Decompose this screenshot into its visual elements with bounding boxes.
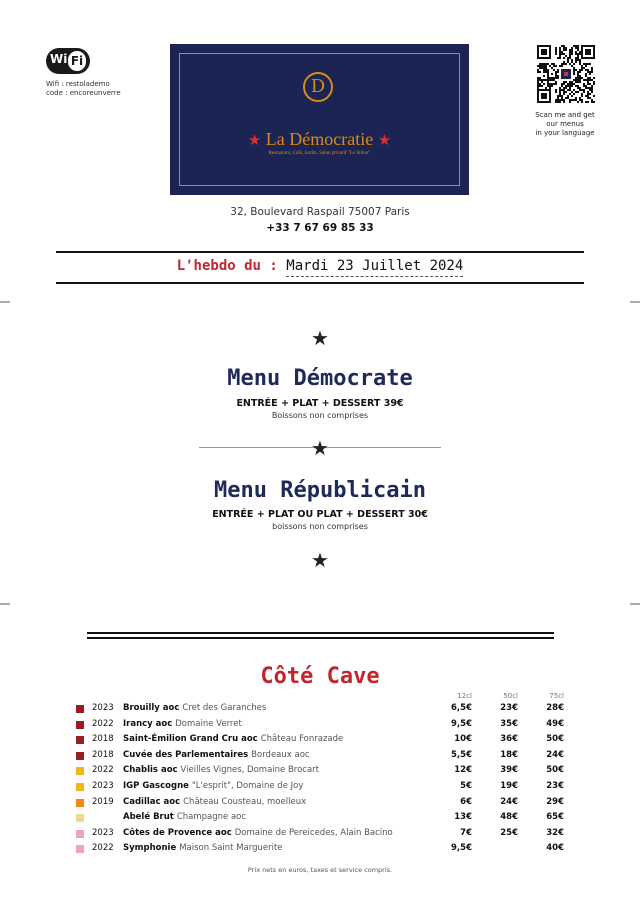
wine-color-swatch bbox=[76, 845, 84, 853]
margin-tick bbox=[0, 603, 10, 605]
wine-color-swatch bbox=[76, 705, 84, 713]
wine-description: Château Cousteau, moelleux bbox=[183, 796, 307, 807]
price-12cl: 6,5€ bbox=[451, 703, 472, 713]
price-75cl: 49€ bbox=[546, 718, 564, 729]
wine-vintage: 2018 bbox=[92, 749, 114, 760]
wifi-logo bbox=[46, 48, 92, 74]
wine-color-swatch bbox=[76, 799, 84, 807]
price-50cl: 19€ bbox=[500, 781, 518, 791]
qr-caption-line: Scan me and get bbox=[535, 111, 595, 119]
wine-name-text: Brouilly aoc bbox=[123, 703, 180, 713]
price-50cl: 39€ bbox=[500, 765, 518, 776]
divider bbox=[56, 282, 584, 284]
price-12cl: 5€ bbox=[460, 781, 472, 791]
restaurant-name bbox=[170, 129, 469, 150]
column-header: 12cl bbox=[457, 692, 472, 700]
weekly-label: L'hebdo du : bbox=[176, 258, 278, 274]
wine-description: Champagne aoc bbox=[176, 812, 247, 823]
restaurant-tagline: Restaurant, Café, Jardin, Salon privatif "Le Sillon" bbox=[268, 151, 371, 156]
qr-caption-line: our menus bbox=[546, 120, 584, 128]
price-75cl: 65€ bbox=[546, 812, 564, 823]
price-50cl: 23€ bbox=[500, 703, 518, 713]
wifi-logo-fi: Fi bbox=[68, 51, 86, 71]
price-12cl: 12€ bbox=[454, 765, 472, 776]
wine-description: Maison Saint Marguerite bbox=[179, 843, 283, 854]
wine-vintage: 2019 bbox=[92, 796, 114, 807]
wine-name-text: Cuvée des Parlementaires bbox=[123, 749, 249, 760]
price-50cl: 36€ bbox=[500, 734, 518, 745]
column-header: 50cl bbox=[503, 692, 518, 700]
wine-row bbox=[0, 842, 640, 857]
wine-color-swatch bbox=[76, 752, 84, 760]
logo-medallion: D bbox=[303, 72, 333, 102]
price-12cl: 9,5€ bbox=[451, 843, 472, 854]
wine-name-text: Chablis aoc bbox=[123, 765, 178, 776]
wine-vintage: 2022 bbox=[92, 843, 114, 854]
margin-tick bbox=[630, 301, 640, 303]
price-12cl: 9,5€ bbox=[451, 718, 472, 729]
price-75cl: 24€ bbox=[546, 749, 564, 760]
price-50cl: 24€ bbox=[500, 796, 518, 807]
wine-vintage: 2023 bbox=[92, 703, 114, 713]
wine-name bbox=[123, 843, 283, 853]
star-icon: ★ bbox=[311, 548, 329, 572]
wine-row bbox=[0, 733, 640, 748]
wine-row bbox=[0, 702, 640, 717]
restaurant-name-text: La Démocratie bbox=[265, 129, 374, 149]
qr-caption bbox=[520, 111, 610, 138]
wine-name-text: Symphonie bbox=[123, 843, 177, 854]
wine-name bbox=[123, 781, 303, 791]
price-12cl: 13€ bbox=[454, 812, 472, 823]
price-75cl: 23€ bbox=[546, 781, 564, 791]
menu-title: Menu Républicain bbox=[214, 478, 426, 503]
price-12cl: 6€ bbox=[460, 796, 472, 807]
wine-name bbox=[123, 703, 266, 713]
price-12cl: 5,5€ bbox=[451, 749, 472, 760]
wifi-network: Wifi : restolademo bbox=[46, 80, 110, 88]
restaurant-logo bbox=[170, 44, 469, 195]
wine-color-swatch bbox=[76, 767, 84, 775]
wine-row bbox=[0, 764, 640, 779]
wine-color-swatch bbox=[76, 736, 84, 744]
price-75cl: 28€ bbox=[546, 703, 564, 713]
price-12cl: 10€ bbox=[454, 734, 472, 745]
qr-caption-line: in your language bbox=[535, 129, 595, 137]
wine-list-title: Côté Cave bbox=[260, 664, 380, 689]
phone-number[interactable]: +33 7 67 69 85 33 bbox=[266, 222, 374, 234]
wine-name-text: Irancy aoc bbox=[123, 718, 173, 729]
price-75cl: 40€ bbox=[546, 843, 564, 854]
menu-note: Boissons non comprises bbox=[271, 411, 369, 420]
star-icon: ★ bbox=[377, 133, 392, 149]
weekly-date: Mardi 23 Juillet 2024 bbox=[286, 258, 463, 277]
wine-row bbox=[0, 718, 640, 733]
wifi-logo-wi: Wi bbox=[50, 52, 68, 66]
star-icon: ★ bbox=[311, 326, 329, 350]
wine-description: Cret des Garanches bbox=[182, 703, 267, 713]
price-50cl: 18€ bbox=[500, 749, 518, 760]
wine-row bbox=[0, 796, 640, 811]
star-icon: ★ bbox=[247, 133, 262, 149]
wine-name-text: Saint-Émilion Grand Cru aoc bbox=[123, 734, 258, 745]
weekly-date-line bbox=[0, 258, 640, 274]
divider bbox=[87, 637, 554, 639]
address: 32, Boulevard Raspail 75007 Paris bbox=[230, 206, 410, 218]
wine-description: Domaine Verret bbox=[175, 718, 242, 729]
wine-color-swatch bbox=[76, 721, 84, 729]
menu-note: boissons non comprises bbox=[272, 522, 368, 531]
wifi-info bbox=[46, 80, 121, 98]
qr-code-icon bbox=[537, 45, 595, 103]
price-75cl: 32€ bbox=[546, 827, 564, 838]
margin-tick bbox=[630, 603, 640, 605]
menu-formula: ENTRÉE + PLAT + DESSERT 39€ bbox=[236, 398, 404, 409]
menu-title: Menu Démocrate bbox=[227, 366, 413, 391]
qr-code[interactable] bbox=[537, 45, 595, 103]
wine-vintage: 2022 bbox=[92, 765, 114, 776]
wine-row bbox=[0, 749, 640, 764]
wine-vintage: 2023 bbox=[92, 781, 114, 791]
wine-description: Vieilles Vignes, Domaine Brocart bbox=[180, 765, 320, 776]
wine-vintage: 2023 bbox=[92, 827, 114, 838]
wine-row bbox=[0, 827, 640, 842]
price-75cl: 29€ bbox=[546, 796, 564, 807]
divider bbox=[87, 632, 554, 634]
wine-vintage: 2018 bbox=[92, 734, 114, 745]
star-icon: ★ bbox=[311, 436, 329, 460]
wine-description: "L'esprit", Domaine de Joy bbox=[191, 781, 304, 791]
wine-name-text: Cadillac aoc bbox=[123, 796, 181, 807]
wine-description: Château Fonrazade bbox=[260, 734, 344, 745]
wine-description: Bordeaux aoc bbox=[251, 749, 310, 760]
price-75cl: 50€ bbox=[546, 765, 564, 776]
price-75cl: 50€ bbox=[546, 734, 564, 745]
price-50cl: 48€ bbox=[500, 812, 518, 823]
wine-name-text: Abelé Brut bbox=[123, 812, 174, 823]
menu-formula: ENTRÉE + PLAT OU PLAT + DESSERT 30€ bbox=[212, 509, 428, 520]
wine-name bbox=[123, 828, 393, 838]
wine-color-swatch bbox=[76, 783, 84, 791]
wine-name-text: Côtes de Provence aoc bbox=[123, 827, 232, 838]
wine-vintage: 2022 bbox=[92, 718, 114, 729]
wine-name-text: IGP Gascogne bbox=[123, 781, 189, 791]
price-50cl: 35€ bbox=[500, 718, 518, 729]
wine-description: Domaine de Pereicedes, Alain Bacino bbox=[234, 827, 393, 838]
column-header: 75cl bbox=[549, 692, 564, 700]
margin-tick bbox=[0, 301, 10, 303]
wine-name bbox=[123, 797, 306, 807]
divider bbox=[56, 251, 584, 253]
price-footnote: Prix nets en euros, taxes et service compris. bbox=[247, 866, 393, 874]
wine-name bbox=[123, 734, 343, 744]
wine-name bbox=[123, 812, 246, 822]
wifi-code: code : encoreunverre bbox=[46, 89, 121, 97]
wine-row bbox=[0, 780, 640, 795]
wine-name bbox=[123, 765, 319, 775]
wine-name bbox=[123, 750, 310, 760]
price-50cl: 25€ bbox=[500, 827, 518, 838]
wine-color-swatch bbox=[76, 830, 84, 838]
wine-name bbox=[123, 719, 242, 729]
wine-color-swatch bbox=[76, 814, 84, 822]
price-12cl: 7€ bbox=[460, 827, 472, 838]
wine-row bbox=[0, 811, 640, 826]
